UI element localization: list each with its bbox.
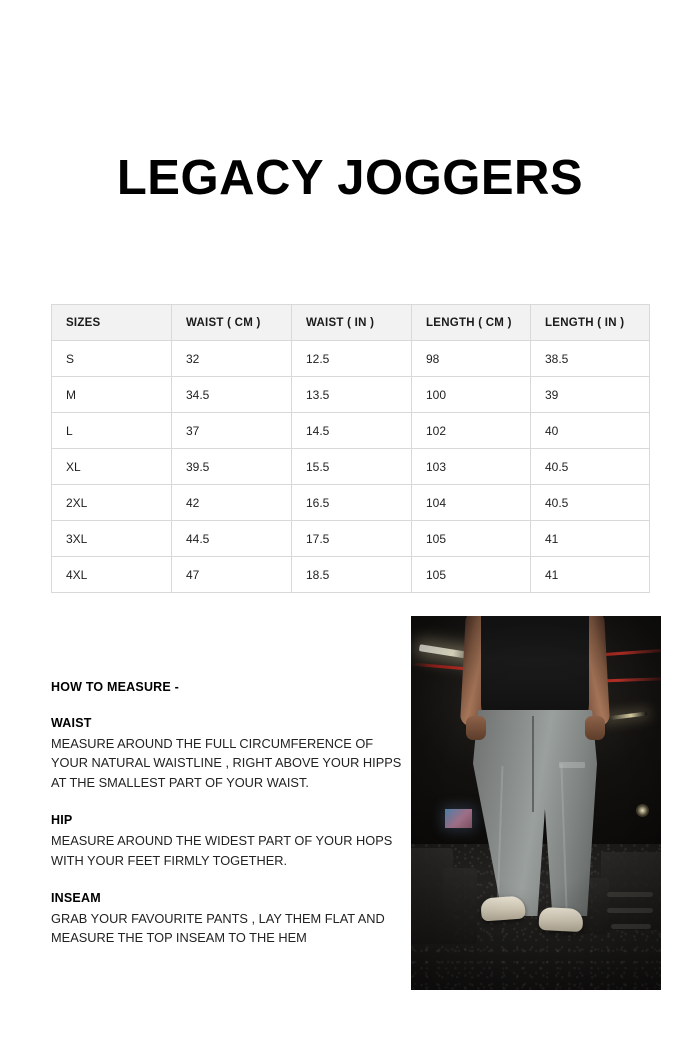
cell-length-cm: 105 <box>412 557 531 593</box>
cell-waist-cm: 32 <box>172 341 292 377</box>
table-row <box>52 557 650 593</box>
cell-length-in: 40.5 <box>531 449 650 485</box>
cell-length-cm: 98 <box>412 341 531 377</box>
product-joggers <box>473 710 597 916</box>
table-row <box>52 341 650 377</box>
model-figure <box>411 616 661 990</box>
column-header-length-cm: LENGTH ( CM ) <box>412 305 531 341</box>
cell-waist-cm: 44.5 <box>172 521 292 557</box>
cell-length-in: 40 <box>531 413 650 449</box>
measure-section-inseam <box>51 891 406 948</box>
table-row <box>52 377 650 413</box>
measure-text-waist: MEASURE AROUND THE FULL CIRCUMFERENCE OF YOUR NATURAL WAISTLINE , RIGHT ABOVE YOUR HIPPS AT THE SMALLEST PART OF YOUR WAIST. <box>51 736 402 790</box>
model-shoe-left <box>480 895 525 921</box>
cell-length-in: 41 <box>531 557 650 593</box>
cell-waist-in: 18.5 <box>292 557 412 593</box>
cell-size: 3XL <box>52 521 172 557</box>
cell-size: XL <box>52 449 172 485</box>
cell-waist-in: 16.5 <box>292 485 412 521</box>
table-row <box>52 449 650 485</box>
column-header-waist-cm: WAIST ( CM ) <box>172 305 292 341</box>
cell-size: M <box>52 377 172 413</box>
cell-size: 2XL <box>52 485 172 521</box>
cell-waist-in: 15.5 <box>292 449 412 485</box>
cell-waist-cm: 47 <box>172 557 292 593</box>
cell-length-cm: 100 <box>412 377 531 413</box>
cell-length-in: 41 <box>531 521 650 557</box>
column-header-length-in: LENGTH ( IN ) <box>531 305 650 341</box>
cell-size: S <box>52 341 172 377</box>
cell-size: L <box>52 413 172 449</box>
cell-waist-cm: 37 <box>172 413 292 449</box>
measure-label-inseam: INSEAM <box>51 891 101 906</box>
table-row <box>52 521 650 557</box>
joggers-center-seam <box>532 716 534 812</box>
product-photo <box>411 616 661 990</box>
cell-length-in: 40.5 <box>531 485 650 521</box>
table-header-row <box>52 305 650 341</box>
cell-waist-cm: 39.5 <box>172 449 292 485</box>
cell-length-in: 39 <box>531 377 650 413</box>
cell-length-cm: 103 <box>412 449 531 485</box>
how-to-measure-section <box>51 680 406 948</box>
cell-waist-cm: 42 <box>172 485 292 521</box>
cell-waist-in: 17.5 <box>292 521 412 557</box>
cell-length-in: 38.5 <box>531 341 650 377</box>
cell-waist-in: 14.5 <box>292 413 412 449</box>
cell-waist-cm: 34.5 <box>172 377 292 413</box>
measure-section-waist <box>51 716 406 792</box>
cell-waist-in: 13.5 <box>292 377 412 413</box>
cell-length-cm: 104 <box>412 485 531 521</box>
measure-text-hip: MEASURE AROUND THE WIDEST PART OF YOUR HOPS WITH YOUR FEET FIRMLY TOGETHER. <box>51 833 393 868</box>
model-hand-left <box>466 716 486 740</box>
column-header-sizes: SIZES <box>52 305 172 341</box>
measure-label-hip: HIP <box>51 813 73 828</box>
size-chart-table <box>51 304 650 593</box>
table-row <box>52 413 650 449</box>
measure-text-inseam: GRAB YOUR FAVOURITE PANTS , LAY THEM FLAT AND MEASURE THE TOP INSEAM TO THE HEM <box>51 911 385 946</box>
model-shoe-right <box>538 907 583 932</box>
joggers-pocket-logo <box>559 762 585 768</box>
how-to-measure-heading: HOW TO MEASURE - <box>51 680 179 694</box>
column-header-waist-in: WAIST ( IN ) <box>292 305 412 341</box>
cell-length-cm: 102 <box>412 413 531 449</box>
cell-waist-in: 12.5 <box>292 341 412 377</box>
measure-section-hip <box>51 813 406 870</box>
cell-length-cm: 105 <box>412 521 531 557</box>
page-title: LEGACY JOGGERS <box>116 151 584 205</box>
gym-scene <box>411 616 661 990</box>
measure-label-waist: WAIST <box>51 716 92 730</box>
model-black-top <box>481 616 589 726</box>
table-row <box>52 485 650 521</box>
model-hand-right <box>585 716 605 740</box>
cell-size: 4XL <box>52 557 172 593</box>
